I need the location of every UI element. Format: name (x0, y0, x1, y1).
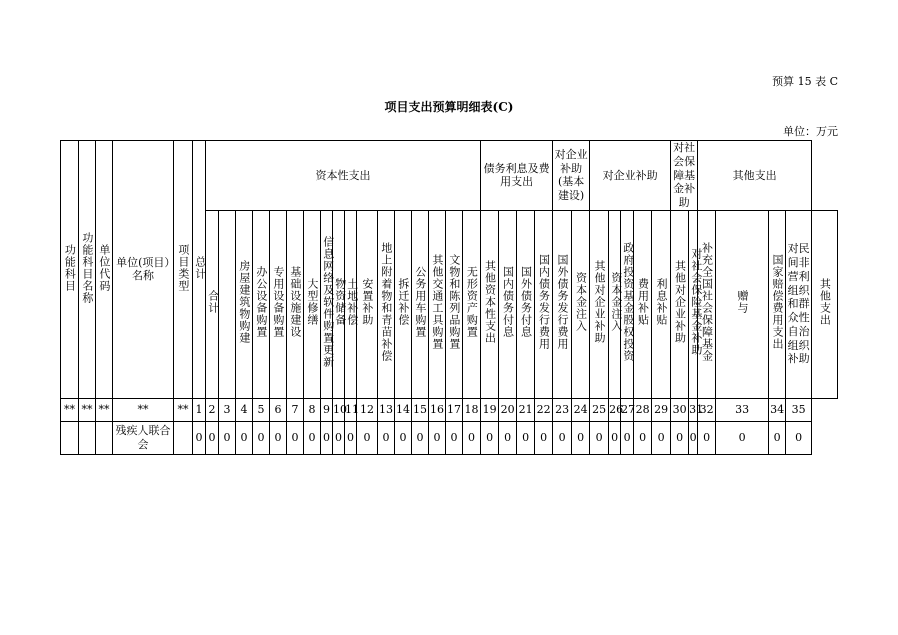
header-item-type: 项目类型 (174, 141, 193, 399)
number-cell: 3 (219, 398, 236, 421)
data-cell-unit-name: 残疾人联合会 (113, 421, 174, 454)
number-cell: 35 (786, 398, 812, 421)
subheader-c21: 国内债务发行费用 (535, 210, 553, 398)
data-cell-func-subject-name (79, 421, 96, 454)
number-cell: ** (96, 398, 113, 421)
value-cell: 0 (786, 421, 812, 454)
value-cell: 0 (572, 421, 590, 454)
number-cell: 11 (345, 398, 357, 421)
number-cell: 1 (193, 398, 206, 421)
value-cell: 0 (193, 421, 206, 454)
number-cell: 27 (621, 398, 634, 421)
subheader-c20: 国外债务付息 (517, 210, 535, 398)
group-enterprise: 对企业补助 (590, 141, 671, 211)
subheader-c11: 安置补助 (357, 210, 378, 398)
subheader-c34: 对民间非营利组织和群众性自治组织补助 (786, 210, 812, 398)
subheader-c18: 其他资本性支出 (481, 210, 499, 398)
subheader-c32: 赠与 (716, 210, 769, 398)
value-cell: 0 (287, 421, 304, 454)
value-cell: 0 (535, 421, 553, 454)
number-cell: ** (61, 398, 79, 421)
subheader-c33: 国家赔偿费用支出 (769, 210, 786, 398)
budget-detail-table (60, 140, 838, 455)
value-cell: 0 (609, 421, 621, 454)
group-other: 其他支出 (698, 141, 812, 211)
number-cell: 21 (517, 398, 535, 421)
subheader-c8: 信息网络及软件购置更新 (321, 210, 333, 398)
subheader-c26: 政府投资基金股权投资 (621, 210, 634, 398)
header-func-subject: 功能科目 (61, 141, 79, 399)
subheader-c14: 公务用车购置 (412, 210, 429, 398)
number-cell: 29 (652, 398, 671, 421)
number-cell: 4 (236, 398, 253, 421)
subheader-c35: 其他支出 (812, 210, 838, 398)
value-cell: 0 (378, 421, 395, 454)
value-cell: 0 (716, 421, 769, 454)
number-cell: 16 (429, 398, 446, 421)
subheader-c19: 国内债务付息 (499, 210, 517, 398)
value-cell: 0 (412, 421, 429, 454)
subheader-c10: 土地补偿 (345, 210, 357, 398)
subheader-c30: 对社会保险基金补助 (689, 210, 698, 398)
subheader-c6: 基础设施建设 (287, 210, 304, 398)
value-cell: 0 (333, 421, 345, 454)
subheader-c2-blank (219, 210, 236, 398)
group-enterprise-capital: 对企业补助(基本建设) (553, 141, 590, 211)
number-cell: 34 (769, 398, 786, 421)
table-code-label: 预算 15 表 C (772, 75, 838, 88)
value-cell: 0 (446, 421, 463, 454)
number-cell: 14 (395, 398, 412, 421)
value-cell: 0 (304, 421, 321, 454)
number-cell: 32 (698, 398, 716, 421)
group-debt: 债务利息及费用支出 (481, 141, 553, 211)
value-cell: 0 (652, 421, 671, 454)
value-cell: 0 (206, 421, 219, 454)
value-cell: 0 (345, 421, 357, 454)
subheader-c13: 拆迁补偿 (395, 210, 412, 398)
number-cell: ** (79, 398, 96, 421)
number-cell: ** (113, 398, 174, 421)
subheader-c5: 专用设备购置 (270, 210, 287, 398)
value-cell: 0 (671, 421, 689, 454)
subheader-c1: 合计 (206, 210, 219, 398)
value-cell: 0 (590, 421, 609, 454)
value-cell: 0 (463, 421, 481, 454)
subheader-c16: 文物和陈列品购置 (446, 210, 463, 398)
number-cell: 30 (671, 398, 689, 421)
value-cell: 0 (689, 421, 698, 454)
number-cell: 31 (689, 398, 698, 421)
value-cell: 0 (634, 421, 652, 454)
number-cell: 13 (378, 398, 395, 421)
subheader-c4: 办公设备购置 (253, 210, 270, 398)
number-cell: 23 (553, 398, 572, 421)
header-unit-name: 单位(项目）名称 (113, 141, 174, 399)
header-func-subject-name: 功能科目名称 (79, 141, 96, 399)
group-capital: 资本性支出 (206, 141, 481, 211)
value-cell: 0 (553, 421, 572, 454)
subheader-c29: 其他对企业补助 (671, 210, 689, 398)
subheader-c3: 房屋建筑物购建 (236, 210, 253, 398)
number-cell: 19 (481, 398, 499, 421)
subheader-c28: 利息补贴 (652, 210, 671, 398)
subheader-c7: 大型修缮 (304, 210, 321, 398)
number-cell: 25 (590, 398, 609, 421)
data-cell-item-type (174, 421, 193, 454)
value-cell: 0 (321, 421, 333, 454)
number-cell: 12 (357, 398, 378, 421)
subheader-c22: 国外债务发行费用 (553, 210, 572, 398)
subheader-c24: 其他对企业补助 (590, 210, 609, 398)
value-cell: 0 (499, 421, 517, 454)
column-number-row (61, 398, 838, 421)
subheader-c31: 补充全国社会保障基金 (698, 210, 716, 398)
value-cell: 0 (698, 421, 716, 454)
number-cell: 26 (609, 398, 621, 421)
subheader-c15: 其他交通工具购置 (429, 210, 446, 398)
number-cell: 17 (446, 398, 463, 421)
number-cell: 10 (333, 398, 345, 421)
number-cell: 28 (634, 398, 652, 421)
number-cell: 24 (572, 398, 590, 421)
unit-label: 单位：万元 (783, 125, 838, 138)
value-cell: 0 (429, 421, 446, 454)
number-cell: 22 (535, 398, 553, 421)
data-cell-func-subject (61, 421, 79, 454)
value-cell: 0 (219, 421, 236, 454)
value-cell: 0 (253, 421, 270, 454)
number-cell: 33 (716, 398, 769, 421)
subheader-c9: 物资储备 (333, 210, 345, 398)
table-row (61, 421, 838, 454)
value-cell: 0 (270, 421, 287, 454)
number-cell: 9 (321, 398, 333, 421)
subheader-c23: 资本金注入 (572, 210, 590, 398)
number-cell: 5 (253, 398, 270, 421)
number-cell: ** (174, 398, 193, 421)
header-total: 总计 (193, 141, 206, 399)
number-cell: 7 (287, 398, 304, 421)
number-cell: 8 (304, 398, 321, 421)
group-social: 对社会保障基金补助 (671, 141, 698, 211)
value-cell: 0 (517, 421, 535, 454)
number-cell: 18 (463, 398, 481, 421)
subheader-c25: 资本金注入 (609, 210, 621, 398)
subheader-c17: 无形资产购置 (463, 210, 481, 398)
data-cell-unit-code (96, 421, 113, 454)
number-cell: 15 (412, 398, 429, 421)
header-unit-code: 单位代码 (96, 141, 113, 399)
page-title: 项目支出预算明细表(C) (384, 100, 514, 114)
subheader-c12: 地上附着物和青苗补偿 (378, 210, 395, 398)
number-cell: 2 (206, 398, 219, 421)
value-cell: 0 (481, 421, 499, 454)
value-cell: 0 (357, 421, 378, 454)
value-cell: 0 (769, 421, 786, 454)
number-cell: 6 (270, 398, 287, 421)
value-cell: 0 (236, 421, 253, 454)
number-cell: 20 (499, 398, 517, 421)
subheader-c27: 费用补贴 (634, 210, 652, 398)
value-cell: 0 (395, 421, 412, 454)
value-cell: 0 (621, 421, 634, 454)
